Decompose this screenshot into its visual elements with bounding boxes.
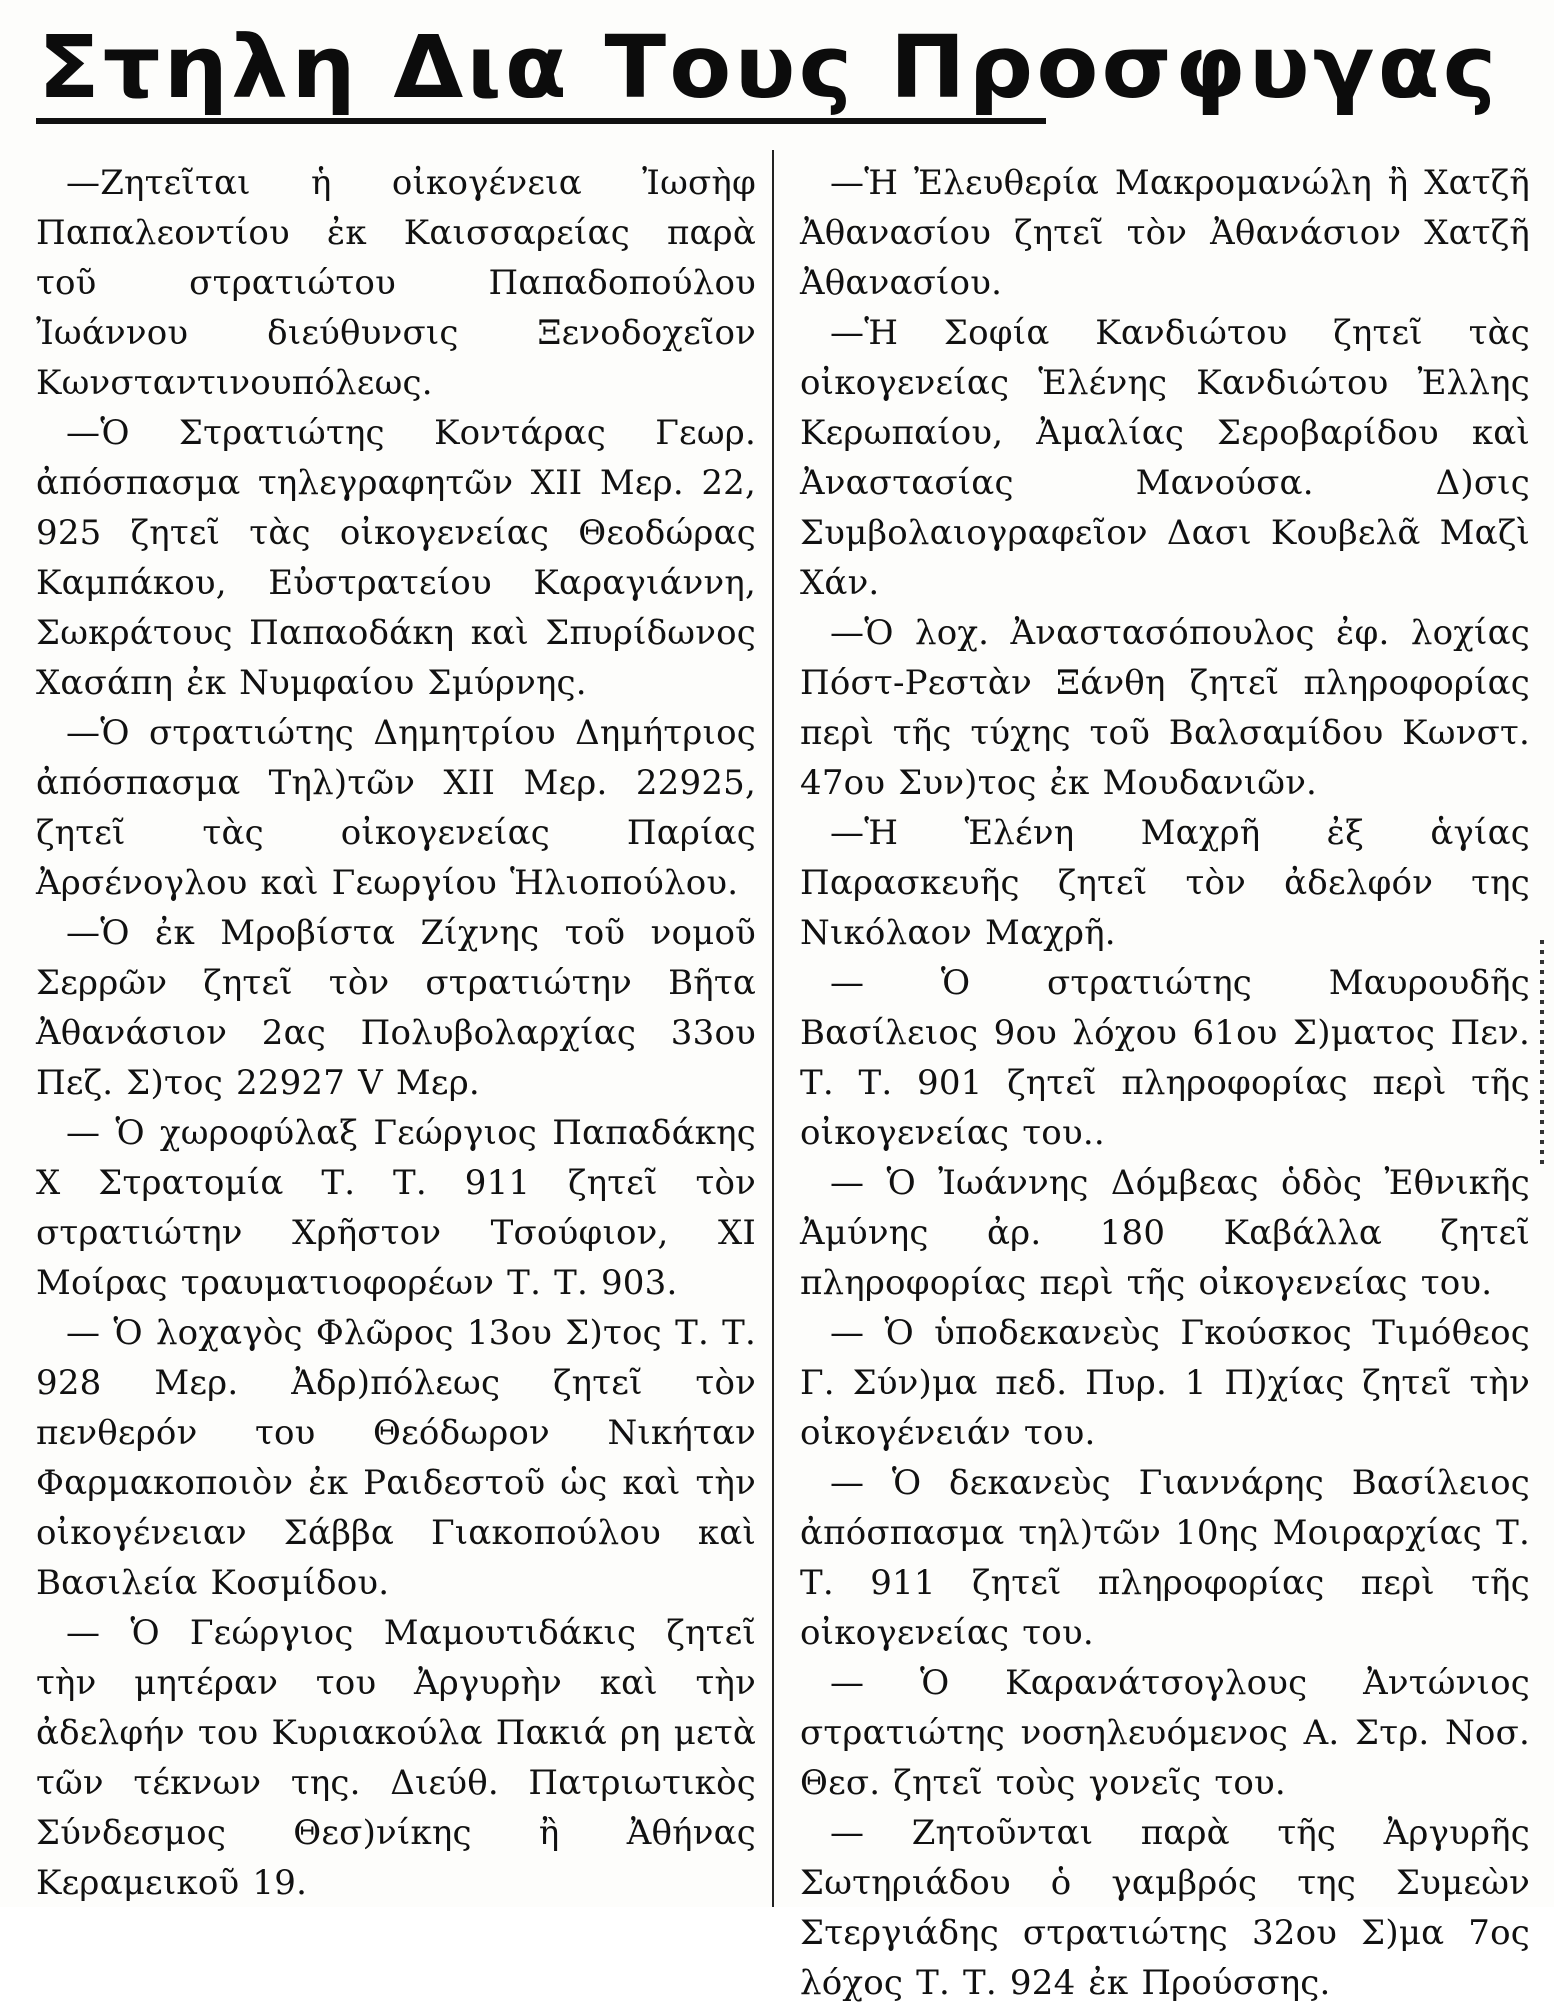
left-column <box>36 158 756 1908</box>
notice-entry: —Ὁ ἐκ Μροβίστα Ζίχνης τοῦ νομοῦ Σερρῶν ζητεῖ τὸν στρατιώτην Βῆτα Ἀθανάσιον 2ας Πολυβολαρχίας 33ου Πεζ. Σ)τος 22927 V Μερ. <box>36 913 756 1103</box>
notice-entry: — Ὁ δεκανεὺς Γιαννάρης Βασίλειος ἀπόσπασμα τηλ)τῶν 10ης Μοιραρχίας Τ. Τ. 911 ζητεῖ πληροφορίας περὶ τῆς οἰκογενείας του. <box>800 1463 1530 1653</box>
notice-entry: — Ὁ ὑποδεκανεὺς Γκούσκος Τιμόθεος Γ. Σύν)μα πεδ. Πυρ. 1 Π)χίας ζητεῖ τὴν οἰκογένειάν του. <box>800 1313 1530 1453</box>
notice-entry: — Ὁ Ἰωάννης Δόμβεας ὁδὸς Ἐθνικῆς Ἀμύνης ἀρ. 180 Καβάλλα ζητεῖ πληροφορίας περὶ τῆς οἰκογενείας του. <box>800 1163 1530 1303</box>
notice-entry: —Ἡ Ἐλευθερία Μακρομανώλη ἢ Χατζῆ Ἀθανασίου ζητεῖ τὸν Ἀθανάσιον Χατζῆ Ἀθανασίου. <box>800 163 1530 303</box>
notice-entry: — Ζητοῦνται παρὰ τῆς Ἀργυρῆς Σωτηριάδου ὁ γαμβρός της Συμεὼν Στεργιάδης στρατιώτης 32ου Σ)μα 7ος λόχος Τ. Τ. 924 ἐκ Προύσσης. <box>800 1813 1530 2003</box>
notice-entry: —Ὁ στρατιώτης Δημητρίου Δημήτριος ἀπόσπασμα Τηλ)τῶν XII Μερ. 22925, ζητεῖ τὰς οἰκογενείας Παρίας Ἀρσένογλου καὶ Γεωργίου Ἡλιοπούλου. <box>36 713 756 903</box>
notice-entry: —Ζητεῖται ἡ οἰκογένεια Ἰωσὴφ Παπαλεοντίου ἐκ Καισσαρείας παρὰ τοῦ στρατιώτου Παπαδοπούλου Ἰωάννου διεύθυνσις Ξενοδοχεῖον Κωνσταντινουπόλεως. <box>36 163 756 403</box>
notice-entry: — Ὁ χωροφύλαξ Γεώργιος Παπαδάκης X Στρατομία Τ. Τ. 911 ζητεῖ τὸν στρατιώτην Χρῆστον Τσούφιον, XI Μοίρας τραυματιοφορέων Τ. Τ. 903. <box>36 1113 756 1303</box>
notice-entry: — Ὁ λοχαγὸς Φλῶρος 13ου Σ)τος Τ. Τ. 928 Μερ. Ἀδρ)πόλεως ζητεῖ τὸν πενθερόν του Θεόδωρον Νικήταν Φαρμακοποιὸν ἐκ Ραιδεστοῦ ὡς καὶ τὴν οἰκογένειαν Σάββα Γιακοπούλου καὶ Βασιλεία Κοσμίδου. <box>36 1313 756 1603</box>
column-divider <box>772 150 774 1907</box>
notice-entry: — Ὁ Γεώργιος Μαμουτιδάκις ζητεῖ τὴν μητέραν του Ἀργυρὴν καὶ τὴν ἀδελφήν του Κυριακούλα Πακιά ρη μετὰ τῶν τέκνων της. Διεύθ. Πατριωτικὸς Σύνδεσμος Θεσ)νίκης ἢ Ἀθήνας Κεραμεικοῦ 19. <box>36 1613 756 1903</box>
notice-entry: —Ἡ Σοφία Κανδιώτου ζητεῖ τὰς οἰκογενείας Ἑλένης Κανδιώτου Ἐλλης Κερωπαίου, Ἀμαλίας Σεροβαρίδου καὶ Ἀναστασίας Μανούσα. Δ)σις Συμβολαιογραφεῖον Δασι Κουβελᾶ Μαζὶ Χάν. <box>800 313 1530 603</box>
page-edge-mark <box>1540 940 1544 1170</box>
headline-underline <box>36 118 1046 124</box>
notice-entry: —Ἡ Ἑλένη Μαχρῆ ἐξ ἁγίας Παρασκευῆς ζητεῖ τὸν ἀδελφόν της Νικόλαον Μαχρῆ. <box>800 813 1530 953</box>
page-title: Στηλη Δια Τους Προσφυγας <box>38 18 1500 118</box>
notice-entry: —Ὁ λοχ. Ἀναστασόπουλος ἐφ. λοχίας Πόστ-Ρεστὰν Ξάνθη ζητεῖ πληροφορίας περὶ τῆς τύχης τοῦ Βαλσαμίδου Κωνστ. 47ου Συν)τος ἐκ Μουδανιῶν. <box>800 613 1530 803</box>
notice-entry: — Ὁ Καρανάτσογλους Ἀντώνιος στρατιώτης νοσηλευόμενος Α. Στρ. Νοσ. Θεσ. ζητεῖ τοὺς γονεῖς του. <box>800 1663 1530 1803</box>
notice-entry: —Ὁ Στρατιώτης Κοντάρας Γεωρ. ἀπόσπασμα τηλεγραφητῶν XII Μερ. 22, 925 ζητεῖ τὰς οἰκογενείας Θεοδώρας Καμπάκου, Εὐστρατείου Καραγιάννη, Σωκράτους Παπαοδάκη καὶ Σπυρίδωνος Χασάπη ἐκ Νυμφαίου Σμύρνης. <box>36 413 756 703</box>
notice-entry: — Ὁ στρατιώτης Μαυρουδῆς Βασίλειος 9ου λόχου 61ου Σ)ματος Πεν. Τ. Τ. 901 ζητεῖ πληροφορίας περὶ τῆς οἰκογενείας του.. <box>800 963 1530 1153</box>
right-column <box>800 158 1530 2008</box>
